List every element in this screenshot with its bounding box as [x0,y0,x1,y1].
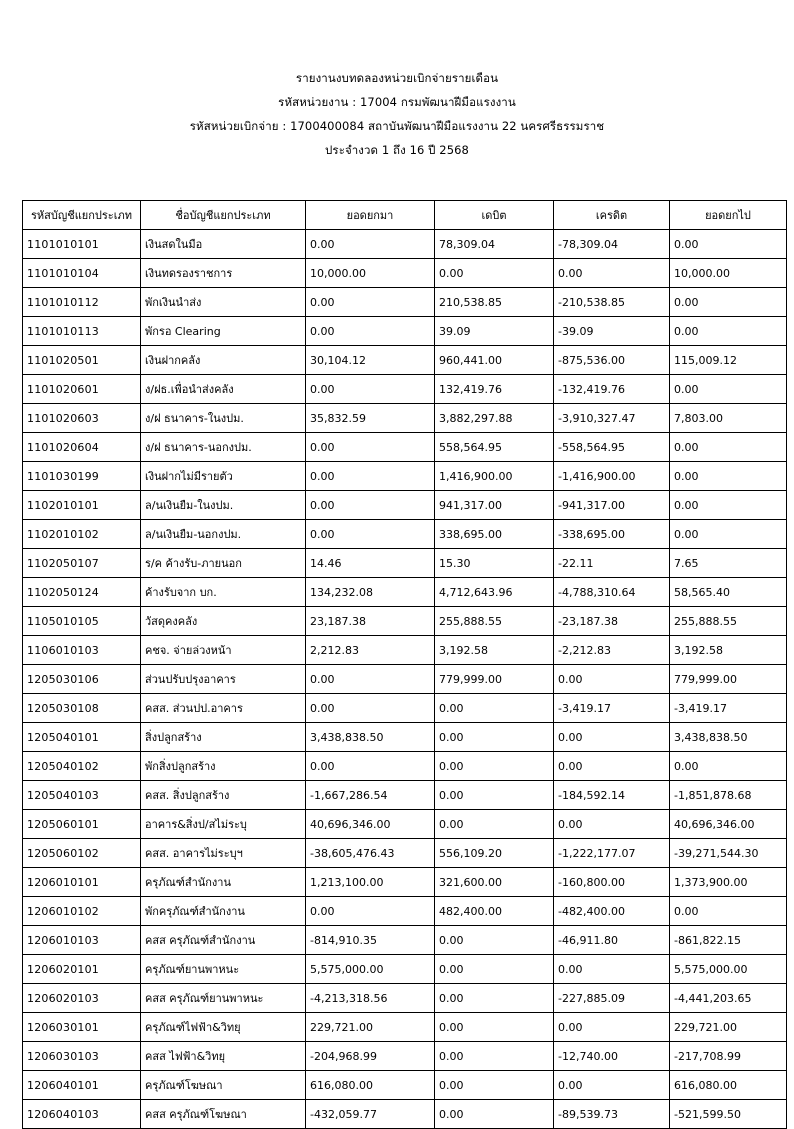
column-header-account-code: รหัสบัญชีแยกประเภท [23,201,141,230]
cell-account-code: 1101020604 [23,433,141,462]
report-header [0,0,794,162]
cell-brought-forward: 0.00 [306,752,435,781]
cell-brought-forward: 0.00 [306,665,435,694]
table-row [23,636,787,665]
cell-account-name: อาคาร&สิ่งป/สไม่ระบุ [141,810,306,839]
cell-account-code: 1205040103 [23,781,141,810]
cell-brought-forward: -814,910.35 [306,926,435,955]
cell-account-name: พักสิ่งปลูกสร้าง [141,752,306,781]
cell-account-code: 1205060101 [23,810,141,839]
table-row [23,404,787,433]
cell-credit: -227,885.09 [554,984,670,1013]
cell-brought-forward: 134,232.08 [306,578,435,607]
cell-credit: -46,911.80 [554,926,670,955]
table-row [23,1071,787,1100]
cell-debit: 321,600.00 [435,868,554,897]
column-header-account-name: ชื่อบัญชีแยกประเภท [141,201,306,230]
period-line: ประจำงวด 1 ถึง 16 ปี 2568 [325,143,469,157]
table-row [23,462,787,491]
cell-account-name: เงินทดรองราชการ [141,259,306,288]
cell-debit: 0.00 [435,694,554,723]
table-row [23,665,787,694]
cell-debit: 0.00 [435,1042,554,1071]
cell-account-code: 1206020103 [23,984,141,1013]
cell-account-name: เงินฝากไม่มีรายตัว [141,462,306,491]
table-row [23,1100,787,1129]
cell-account-code: 1206010102 [23,897,141,926]
cell-account-name: ครุภัณฑ์ยานพาหนะ [141,955,306,984]
table-row [23,578,787,607]
cell-credit: -89,539.73 [554,1100,670,1129]
cell-credit: -1,416,900.00 [554,462,670,491]
cell-carried-forward: -39,271,544.30 [670,839,787,868]
table-row [23,491,787,520]
cell-account-name: ร/ค ค้างรับ-ภายนอก [141,549,306,578]
table-header [23,201,787,230]
cell-account-code: 1105010105 [23,607,141,636]
cell-carried-forward: 0.00 [670,491,787,520]
cell-account-code: 1102010102 [23,520,141,549]
cell-brought-forward: 0.00 [306,491,435,520]
cell-credit: -22.11 [554,549,670,578]
table-row [23,259,787,288]
cell-credit: -1,222,177.07 [554,839,670,868]
cell-brought-forward: 5,575,000.00 [306,955,435,984]
cell-brought-forward: 0.00 [306,433,435,462]
cell-carried-forward: 10,000.00 [670,259,787,288]
table-row [23,1042,787,1071]
cell-credit: -12,740.00 [554,1042,670,1071]
table-row [23,984,787,1013]
cell-debit: 482,400.00 [435,897,554,926]
cell-debit: 556,109.20 [435,839,554,868]
cell-carried-forward: 616,080.00 [670,1071,787,1100]
cell-debit: 0.00 [435,259,554,288]
cell-account-name: คสส. สิ่งปลูกสร้าง [141,781,306,810]
cell-account-code: 1205030108 [23,694,141,723]
cell-account-name: ง/ฝ ธนาคาร-ในงปม. [141,404,306,433]
cell-debit: 255,888.55 [435,607,554,636]
table-row [23,810,787,839]
cell-credit: -184,592.14 [554,781,670,810]
cell-credit: -160,800.00 [554,868,670,897]
cell-debit: 0.00 [435,1100,554,1129]
cell-carried-forward: 0.00 [670,897,787,926]
cell-carried-forward: 779,999.00 [670,665,787,694]
cell-account-name: ค้างรับจาก บก. [141,578,306,607]
cell-debit: 3,192.58 [435,636,554,665]
cell-carried-forward: 115,009.12 [670,346,787,375]
cell-brought-forward: 0.00 [306,375,435,404]
table-row [23,897,787,926]
cell-carried-forward: 58,565.40 [670,578,787,607]
cell-carried-forward: 0.00 [670,752,787,781]
cell-account-code: 1101030199 [23,462,141,491]
cell-credit: -78,309.04 [554,230,670,259]
cell-account-name: พักเงินนำส่ง [141,288,306,317]
cell-brought-forward: 0.00 [306,520,435,549]
cell-account-code: 1102050107 [23,549,141,578]
cell-debit: 0.00 [435,781,554,810]
cell-carried-forward: 7,803.00 [670,404,787,433]
column-header-carried-forward: ยอดยกไป [670,201,787,230]
cell-debit: 0.00 [435,752,554,781]
cell-carried-forward: 0.00 [670,433,787,462]
cell-account-name: คสส. อาคารไม่ระบุฯ [141,839,306,868]
cell-carried-forward: 1,373,900.00 [670,868,787,897]
cell-debit: 0.00 [435,984,554,1013]
cell-account-name: พักรอ Clearing [141,317,306,346]
cell-carried-forward: -1,851,878.68 [670,781,787,810]
cell-account-code: 1206040103 [23,1100,141,1129]
cell-carried-forward: 229,721.00 [670,1013,787,1042]
cell-credit: 0.00 [554,259,670,288]
agency-code-line: รหัสหน่วยงาน : 17004 กรมพัฒนาฝีมือแรงงาน [278,95,516,109]
cell-account-code: 1205060102 [23,839,141,868]
trial-balance-table-container [22,200,758,1129]
cell-debit: 0.00 [435,1013,554,1042]
cell-account-code: 1205030106 [23,665,141,694]
cell-credit: 0.00 [554,752,670,781]
table-row [23,926,787,955]
cell-account-code: 1205040102 [23,752,141,781]
cell-account-code: 1101010104 [23,259,141,288]
cell-account-code: 1102050124 [23,578,141,607]
cell-brought-forward: 30,104.12 [306,346,435,375]
cell-account-name: คสส. ส่วนปป.อาคาร [141,694,306,723]
cell-debit: 0.00 [435,810,554,839]
disbursing-unit-line: รหัสหน่วยเบิกจ่าย : 1700400084 สถาบันพัฒนาฝีมือแรงงาน 22 นครศรีธรรมราช [189,119,605,133]
cell-account-code: 1101020603 [23,404,141,433]
table-header-row [23,201,787,230]
table-row [23,230,787,259]
cell-carried-forward: -217,708.99 [670,1042,787,1071]
cell-brought-forward: 616,080.00 [306,1071,435,1100]
cell-debit: 558,564.95 [435,433,554,462]
cell-credit: -39.09 [554,317,670,346]
cell-account-name: ง/ฝธ.เพื่อนำส่งคลัง [141,375,306,404]
cell-account-code: 1101010101 [23,230,141,259]
cell-account-name: พักครุภัณฑ์สำนักงาน [141,897,306,926]
cell-credit: 0.00 [554,955,670,984]
cell-account-code: 1206040101 [23,1071,141,1100]
table-row [23,346,787,375]
cell-account-code: 1206010103 [23,926,141,955]
table-row [23,375,787,404]
cell-brought-forward: 0.00 [306,462,435,491]
cell-account-name: ครุภัณฑ์สำนักงาน [141,868,306,897]
cell-debit: 960,441.00 [435,346,554,375]
cell-account-name: สิ่งปลูกสร้าง [141,723,306,752]
cell-brought-forward: -432,059.77 [306,1100,435,1129]
cell-brought-forward: -1,667,286.54 [306,781,435,810]
cell-credit: -2,212.83 [554,636,670,665]
cell-account-code: 1206030103 [23,1042,141,1071]
cell-brought-forward: 23,187.38 [306,607,435,636]
cell-debit: 39.09 [435,317,554,346]
cell-brought-forward: 40,696,346.00 [306,810,435,839]
cell-credit: 0.00 [554,723,670,752]
cell-carried-forward: 0.00 [670,375,787,404]
cell-account-code: 1106010103 [23,636,141,665]
cell-debit: 15.30 [435,549,554,578]
cell-account-code: 1206010101 [23,868,141,897]
table-row [23,781,787,810]
cell-carried-forward: -861,822.15 [670,926,787,955]
cell-carried-forward: 0.00 [670,317,787,346]
cell-credit: -875,536.00 [554,346,670,375]
cell-credit: -23,187.38 [554,607,670,636]
cell-account-name: ล/นเงินยืม-ในงปม. [141,491,306,520]
table-row [23,288,787,317]
table-row [23,694,787,723]
table-row [23,520,787,549]
cell-account-code: 1101010113 [23,317,141,346]
cell-carried-forward: -4,441,203.65 [670,984,787,1013]
cell-debit: 0.00 [435,723,554,752]
cell-brought-forward: -38,605,476.43 [306,839,435,868]
cell-credit: -482,400.00 [554,897,670,926]
table-row [23,549,787,578]
cell-carried-forward: 7.65 [670,549,787,578]
cell-account-name: คสส ครุภัณฑ์โฆษณา [141,1100,306,1129]
cell-credit: 0.00 [554,810,670,839]
cell-account-name: วัสดุคงคลัง [141,607,306,636]
cell-account-name: คสส ครุภัณฑ์ยานพาหนะ [141,984,306,1013]
trial-balance-table [22,200,787,1129]
cell-credit: 0.00 [554,1071,670,1100]
cell-credit: -338,695.00 [554,520,670,549]
cell-credit: 0.00 [554,665,670,694]
cell-brought-forward: 14.46 [306,549,435,578]
cell-credit: 0.00 [554,1013,670,1042]
cell-account-name: คชจ. จ่ายล่วงหน้า [141,636,306,665]
table-row [23,955,787,984]
table-body [23,230,787,1129]
column-header-credit: เครดิต [554,201,670,230]
table-row [23,607,787,636]
cell-brought-forward: 2,212.83 [306,636,435,665]
cell-debit: 338,695.00 [435,520,554,549]
cell-carried-forward: 255,888.55 [670,607,787,636]
cell-credit: -941,317.00 [554,491,670,520]
cell-debit: 0.00 [435,955,554,984]
cell-debit: 3,882,297.88 [435,404,554,433]
cell-account-name: คสส ไฟฟ้า&วิทยุ [141,1042,306,1071]
cell-carried-forward: 5,575,000.00 [670,955,787,984]
cell-account-code: 1102010101 [23,491,141,520]
cell-carried-forward: 0.00 [670,288,787,317]
cell-carried-forward: 40,696,346.00 [670,810,787,839]
cell-carried-forward: 3,438,838.50 [670,723,787,752]
cell-brought-forward: 3,438,838.50 [306,723,435,752]
cell-brought-forward: 1,213,100.00 [306,868,435,897]
cell-brought-forward: 229,721.00 [306,1013,435,1042]
cell-credit: -3,910,327.47 [554,404,670,433]
cell-account-name: ล/นเงินยืม-นอกงปม. [141,520,306,549]
page-title: รายงานงบทดลองหน่วยเบิกจ่ายรายเดือน [295,71,499,85]
cell-carried-forward: 3,192.58 [670,636,787,665]
cell-account-name: ครุภัณฑ์โฆษณา [141,1071,306,1100]
cell-carried-forward: 0.00 [670,520,787,549]
cell-brought-forward: 35,832.59 [306,404,435,433]
table-row [23,752,787,781]
cell-credit: -210,538.85 [554,288,670,317]
cell-debit: 0.00 [435,1071,554,1100]
cell-account-name: เงินสดในมือ [141,230,306,259]
table-row [23,723,787,752]
cell-debit: 210,538.85 [435,288,554,317]
cell-brought-forward: 0.00 [306,317,435,346]
cell-credit: -132,419.76 [554,375,670,404]
cell-brought-forward: 0.00 [306,694,435,723]
cell-credit: -3,419.17 [554,694,670,723]
table-row [23,1013,787,1042]
cell-carried-forward: -3,419.17 [670,694,787,723]
cell-debit: 941,317.00 [435,491,554,520]
table-row [23,839,787,868]
cell-credit: -558,564.95 [554,433,670,462]
cell-brought-forward: 0.00 [306,288,435,317]
cell-brought-forward: 0.00 [306,230,435,259]
cell-debit: 0.00 [435,926,554,955]
column-header-debit: เดบิต [435,201,554,230]
cell-account-code: 1101020501 [23,346,141,375]
cell-account-name: ง/ฝ ธนาคาร-นอกงปม. [141,433,306,462]
table-row [23,868,787,897]
table-row [23,433,787,462]
cell-carried-forward: -521,599.50 [670,1100,787,1129]
cell-debit: 132,419.76 [435,375,554,404]
cell-credit: -4,788,310.64 [554,578,670,607]
cell-debit: 1,416,900.00 [435,462,554,491]
cell-debit: 779,999.00 [435,665,554,694]
cell-account-name: คสส ครุภัณฑ์สำนักงาน [141,926,306,955]
cell-debit: 78,309.04 [435,230,554,259]
cell-brought-forward: 10,000.00 [306,259,435,288]
cell-brought-forward: -4,213,318.56 [306,984,435,1013]
cell-debit: 4,712,643.96 [435,578,554,607]
cell-account-code: 1101020601 [23,375,141,404]
cell-account-code: 1205040101 [23,723,141,752]
cell-account-name: ครุภัณฑ์ไฟฟ้า&วิทยุ [141,1013,306,1042]
cell-brought-forward: -204,968.99 [306,1042,435,1071]
cell-account-code: 1206020101 [23,955,141,984]
cell-carried-forward: 0.00 [670,230,787,259]
table-row [23,317,787,346]
cell-carried-forward: 0.00 [670,462,787,491]
cell-account-name: ส่วนปรับปรุงอาคาร [141,665,306,694]
cell-account-code: 1101010112 [23,288,141,317]
cell-account-code: 1206030101 [23,1013,141,1042]
cell-account-name: เงินฝากคลัง [141,346,306,375]
column-header-brought-forward: ยอดยกมา [306,201,435,230]
cell-brought-forward: 0.00 [306,897,435,926]
